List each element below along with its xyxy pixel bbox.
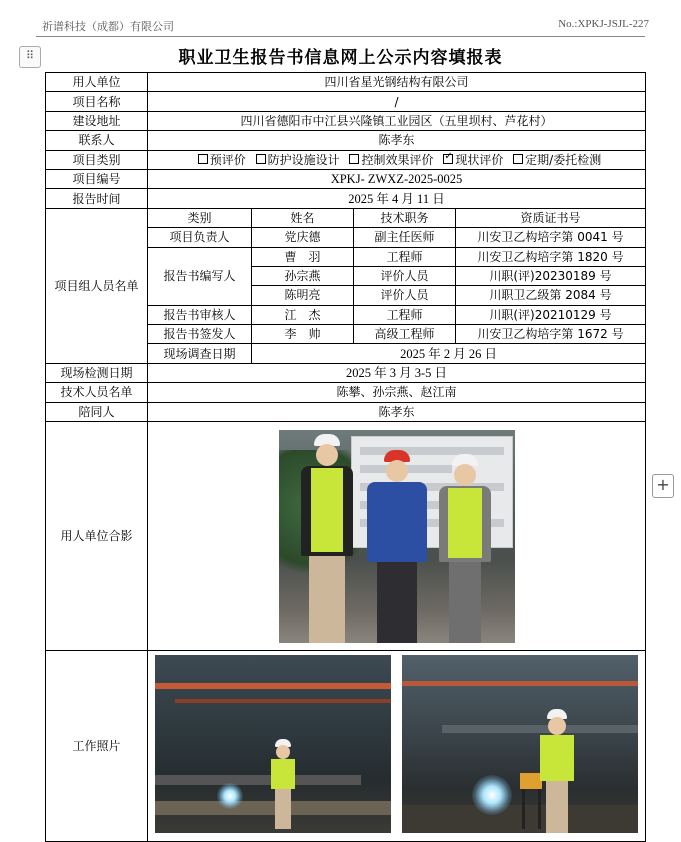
row-report-date — [46, 189, 646, 208]
option-pre-evaluation: 预评价 — [209, 152, 246, 167]
checkbox-icon[interactable] — [513, 154, 523, 164]
team-header-row — [46, 208, 646, 227]
label-team: 项目组人员名单 — [46, 208, 148, 363]
label-tech-staff: 技术人员名单 — [46, 383, 148, 402]
person-left — [301, 434, 353, 643]
value-site-address[interactable]: 四川省德阳市中江县兴隆镇工业园区（五里坝村、芦花村） — [148, 111, 646, 130]
label-accompany: 陪同人 — [46, 402, 148, 421]
label-survey-date: 现场调查日期 — [148, 344, 252, 363]
role-reviewer: 报告书审核人 — [148, 305, 252, 324]
option-protection-design: 防护设施设计 — [267, 152, 340, 167]
option-status-evaluation: 现状评价 — [455, 152, 504, 167]
group-photo — [279, 430, 515, 643]
document-number: No.:XPKJ-JSJL-227 — [558, 18, 649, 30]
checkbox-icon[interactable] — [349, 154, 359, 164]
person-right — [439, 454, 491, 643]
label-project-type: 项目类别 — [46, 150, 148, 169]
team-header-name: 姓名 — [252, 208, 354, 227]
page-title: 职业卫生报告书信息网上公示内容填报表 — [178, 48, 503, 68]
member-cert[interactable]: 川安卫乙构培字第 1672 号 — [456, 325, 646, 344]
row-site-address — [46, 111, 646, 130]
row-project-no — [46, 169, 646, 188]
row-work-photos — [46, 651, 646, 842]
label-project-name: 项目名称 — [46, 92, 148, 111]
role-leader: 项目负责人 — [148, 228, 252, 247]
member-name[interactable]: 党庆德 — [252, 228, 354, 247]
label-project-no: 项目编号 — [46, 169, 148, 188]
value-accompany[interactable]: 陈孝东 — [148, 402, 646, 421]
row-project-type — [46, 150, 646, 169]
row-contact — [46, 131, 646, 150]
row-group-photo — [46, 422, 646, 651]
team-header-title: 技术职务 — [354, 208, 456, 227]
checkbox-icon[interactable] — [256, 154, 266, 164]
option-control-effect: 控制效果评价 — [361, 152, 434, 167]
label-test-date: 现场检测日期 — [46, 363, 148, 382]
project-type-options — [148, 150, 646, 169]
row-project-name — [46, 92, 646, 111]
value-tech-staff[interactable]: 陈攀、孙宗燕、赵江南 — [148, 383, 646, 402]
value-test-date[interactable]: 2025 年 3 月 3-5 日 — [148, 363, 646, 382]
member-title[interactable]: 工程师 — [354, 247, 456, 266]
value-contact[interactable]: 陈孝东 — [148, 131, 646, 150]
inspector-figure — [271, 739, 295, 829]
team-header-cert: 资质证书号 — [456, 208, 646, 227]
member-name[interactable]: 江 杰 — [252, 305, 354, 324]
team-header-role: 类别 — [148, 208, 252, 227]
row-employer — [46, 73, 646, 92]
member-title[interactable]: 副主任医师 — [354, 228, 456, 247]
checkbox-icon[interactable] — [198, 154, 208, 164]
add-row-plus-icon[interactable]: + — [652, 474, 674, 498]
person-middle — [367, 450, 427, 643]
member-name[interactable]: 李 帅 — [252, 325, 354, 344]
role-signer: 报告书签发人 — [148, 325, 252, 344]
option-periodic-testing: 定期/委托检测 — [525, 152, 602, 167]
group-photo-cell — [148, 422, 646, 651]
member-title[interactable]: 评价人员 — [354, 286, 456, 305]
label-work-photos: 工作照片 — [46, 651, 148, 842]
member-cert[interactable]: 川职(评)20230189 号 — [456, 266, 646, 285]
value-employer[interactable]: 四川省星光钢结构有限公司 — [148, 73, 646, 92]
role-writer: 报告书编写人 — [148, 247, 252, 305]
value-report-date[interactable]: 2025 年 4 月 11 日 — [148, 189, 646, 208]
checked-checkbox-icon[interactable] — [443, 154, 453, 164]
label-site-address: 建设地址 — [46, 111, 148, 130]
member-title[interactable]: 工程师 — [354, 305, 456, 324]
member-cert[interactable]: 川职卫乙级第 2084 号 — [456, 286, 646, 305]
row-accompany — [46, 402, 646, 421]
work-photos-cell — [148, 651, 646, 842]
value-project-no[interactable]: XPKJ- ZWXZ-2025-0025 — [148, 169, 646, 188]
member-cert[interactable]: 川安卫乙构培字第 1820 号 — [456, 247, 646, 266]
work-photo-2 — [402, 655, 638, 833]
company-name: 祈谱科技（成都）有限公司 — [42, 20, 174, 33]
table-move-handle-icon[interactable]: ⠿ — [19, 46, 41, 68]
label-group-photo: 用人单位合影 — [46, 422, 148, 651]
member-name[interactable]: 孙宗燕 — [252, 266, 354, 285]
header-divider — [36, 36, 645, 37]
member-name[interactable]: 陈明亮 — [252, 286, 354, 305]
member-title[interactable]: 高级工程师 — [354, 325, 456, 344]
member-title[interactable]: 评价人员 — [354, 266, 456, 285]
work-photo-1 — [155, 655, 391, 833]
value-project-name[interactable]: / — [148, 92, 646, 111]
member-name[interactable]: 曹 羽 — [252, 247, 354, 266]
member-cert[interactable]: 川安卫乙构培字第 0041 号 — [456, 228, 646, 247]
value-survey-date[interactable]: 2025 年 2 月 26 日 — [252, 344, 646, 363]
inspector-figure — [540, 709, 574, 833]
member-cert[interactable]: 川职(评)20210129 号 — [456, 305, 646, 324]
label-contact: 联系人 — [46, 131, 148, 150]
row-test-date — [46, 363, 646, 382]
row-tech-staff — [46, 383, 646, 402]
disclosure-form-table — [45, 72, 646, 842]
label-employer: 用人单位 — [46, 73, 148, 92]
label-report-date: 报告时间 — [46, 189, 148, 208]
